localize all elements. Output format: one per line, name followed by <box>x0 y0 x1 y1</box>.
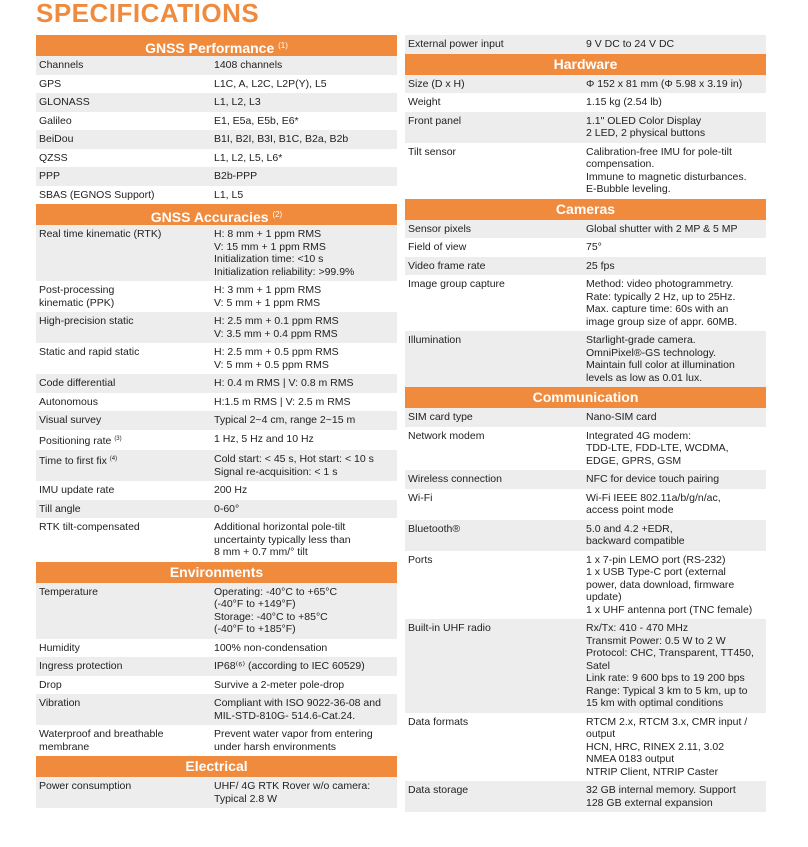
spec-table <box>36 583 397 757</box>
section-heading <box>405 199 766 220</box>
spec-label <box>408 260 586 273</box>
spec-label-text: Illumination <box>408 334 462 346</box>
spec-label-text: Time to first fix <box>39 455 107 467</box>
spec-label <box>39 414 214 427</box>
spec-label-text: Ports <box>408 553 433 566</box>
footnote-marker: (1) <box>278 41 288 50</box>
spec-label-text: Static and rapid static <box>39 346 140 358</box>
spec-label-text: Galileo <box>39 114 72 127</box>
spec-row <box>405 257 766 276</box>
spec-row <box>405 781 766 812</box>
spec-value: Typical 2~4 cm, range 2~15 m <box>214 414 356 426</box>
spec-label <box>39 115 214 128</box>
spec-value: Calibration-free IMU for pole-tilt compensation. Immune to magnetic disturbances. E-Bubble leveling. <box>586 145 747 195</box>
spec-value: 5.0 and 4.2 +EDR, backward compatible <box>586 522 685 547</box>
spec-label <box>39 586 214 636</box>
spec-label <box>408 716 586 779</box>
spec-label <box>39 503 214 516</box>
spec-label <box>408 622 586 710</box>
spec-value: Φ 152 x 81 mm (Φ 5.98 x 3.19 in) <box>586 77 743 90</box>
spec-label <box>39 315 214 340</box>
spec-value: 32 GB internal memory. Support 128 GB external expansion <box>586 784 736 809</box>
spec-label-text: Video frame rate <box>408 259 486 272</box>
spec-label <box>39 453 214 478</box>
spec-label-text: Till angle <box>39 502 81 515</box>
spec-label <box>408 492 586 517</box>
spec-label-text: Positioning rate <box>39 434 112 447</box>
spec-label-text: Power consumption <box>39 780 132 792</box>
spec-row <box>36 167 397 186</box>
spec-label-text: IMU update rate <box>39 484 115 496</box>
spec-value: 100% non-condensation <box>214 641 328 654</box>
spec-label-text: External power input <box>408 38 504 50</box>
section-heading-label: Electrical <box>185 758 248 774</box>
spec-value: Wi-Fi IEEE 802.11a/b/g/n/ac, access point mode <box>586 491 721 516</box>
spec-label-text: Visual survey <box>39 414 102 426</box>
spec-value: 1408 channels <box>214 59 283 71</box>
spec-row <box>405 470 766 489</box>
spec-value: 75° <box>586 241 602 253</box>
spec-value: Additional horizontal pole-tilt uncertainty typically less than 8 mm + 0.7 mm/° tilt <box>214 521 351 558</box>
section-heading-label: GNSS Accuracies <box>150 209 269 225</box>
spec-label <box>39 96 214 109</box>
section-gnss-accuracies <box>36 204 397 562</box>
spec-row <box>405 520 766 551</box>
spec-label <box>39 728 214 753</box>
section-continued <box>405 35 766 54</box>
section-hardware <box>405 54 766 199</box>
spec-label-text: GPS <box>39 77 62 90</box>
spec-row <box>36 583 397 639</box>
section-communication <box>405 387 766 812</box>
section-heading-label: Cameras <box>555 200 616 217</box>
spec-value: 1 Hz, 5 Hz and 10 Hz <box>214 432 314 445</box>
section-heading-label: Communication <box>532 389 639 405</box>
spec-label-text: Field of view <box>408 241 467 253</box>
spec-table <box>405 35 766 54</box>
spec-row <box>36 777 397 808</box>
spec-label <box>408 115 586 140</box>
spec-row <box>36 639 397 658</box>
spec-label-text: Code differential <box>39 377 116 389</box>
spec-label <box>39 189 214 202</box>
spec-label-text: Wi-Fi <box>408 491 433 504</box>
spec-value: E1, E5a, E5b, E6* <box>214 114 299 127</box>
spec-row <box>36 725 397 756</box>
spec-value: UHF/ 4G RTK Rover w/o camera: Typical 2.8 W <box>214 780 371 805</box>
spec-label-text: Channels <box>39 59 84 71</box>
spec-row <box>36 481 397 500</box>
spec-label-text: Bluetooth® <box>408 522 461 535</box>
spec-row <box>405 112 766 143</box>
spec-row <box>36 186 397 205</box>
spec-label-text: Drop <box>39 678 62 691</box>
spec-label <box>39 377 214 390</box>
spec-value: NFC for device touch pairing <box>586 473 720 485</box>
spec-label <box>408 430 586 468</box>
spec-label <box>408 278 586 328</box>
spec-label-text: Data storage <box>408 784 469 796</box>
left-column <box>36 35 397 808</box>
spec-value: Starlight-grade camera. OmniPixel®-GS technology. Maintain full color at illumination levels as low as 0.01 lux. <box>586 334 735 384</box>
spec-value: 1.1" OLED Color Display 2 LED, 2 physical buttons <box>586 114 706 139</box>
spec-value: H: 0.4 m RMS | V: 0.8 m RMS <box>214 377 354 389</box>
spec-row <box>405 35 766 54</box>
spec-value: L1, L2, L3 <box>214 96 261 108</box>
spec-row <box>36 56 397 75</box>
spec-label-text: Real time kinematic (RTK) <box>39 228 162 240</box>
spec-label-text: Temperature <box>39 585 98 598</box>
section-heading <box>405 54 766 75</box>
section-heading-label: Hardware <box>553 55 618 72</box>
spec-row <box>405 619 766 713</box>
spec-row <box>36 393 397 412</box>
section-heading-label: GNSS Performance <box>145 40 275 56</box>
spec-value: H: 2.5 mm + 0.1 ppm RMS V: 3.5 mm + 0.4 ppm RMS <box>214 315 339 340</box>
spec-row <box>36 312 397 343</box>
spec-label-text: Weight <box>408 96 441 108</box>
spec-label <box>39 133 214 146</box>
spec-label <box>39 152 214 165</box>
spec-label <box>39 780 214 805</box>
section-environments <box>36 562 397 757</box>
spec-label <box>39 521 214 559</box>
spec-value: B2b-PPP <box>214 170 258 182</box>
spec-label-text: Autonomous <box>39 395 98 408</box>
spec-row <box>36 112 397 131</box>
footnote-marker: (3) <box>114 435 122 442</box>
spec-value: IP68⁽⁶⁾ (according to IEC 60529) <box>214 660 365 672</box>
spec-row <box>405 489 766 520</box>
spec-table <box>36 777 397 808</box>
spec-label-text: Image group capture <box>408 278 505 290</box>
section-cameras <box>405 199 766 388</box>
spec-label-text: SBAS (EGNOS Support) <box>39 188 155 201</box>
right-column <box>405 35 766 812</box>
spec-row <box>36 430 397 451</box>
spec-value: Method: video photogrammetry. Rate: typically 2 Hz, up to 25Hz. Max. capture time: 60s with an image group size of appr. 60MB. <box>586 278 738 328</box>
spec-label <box>408 334 586 384</box>
spec-label <box>408 523 586 548</box>
spec-label-text: Network modem <box>408 429 485 442</box>
spec-label-text: Ingress protection <box>39 660 123 672</box>
spec-row <box>36 374 397 393</box>
spec-row <box>36 75 397 94</box>
spec-label <box>39 660 214 673</box>
spec-value: Compliant with ISO 9022-36-08 and MIL-STD-810G- 514.6-Cat.24. <box>214 697 381 722</box>
spec-value: L1C, A, L2C, L2P(Y), L5 <box>214 77 327 90</box>
spec-label-text: Data formats <box>408 715 469 728</box>
spec-label-text: Post-processing kinematic (PPK) <box>39 284 115 309</box>
spec-label <box>408 96 586 109</box>
spec-label-text: Wireless connection <box>408 473 502 485</box>
spec-value: 1 x 7-pin LEMO port (RS-232) 1 x USB Type-C port (external power, data download, firmware update) 1 x UHF antenna port (TNC female) <box>586 553 753 616</box>
spec-label <box>408 411 586 424</box>
spec-value: 9 V DC to 24 V DC <box>586 38 675 50</box>
spec-label <box>39 170 214 183</box>
spec-value: 0-60° <box>214 502 240 515</box>
spec-label <box>39 679 214 692</box>
spec-label-text: Tilt sensor <box>408 145 457 158</box>
spec-value: Global shutter with 2 MP & 5 MP <box>586 222 738 235</box>
spec-row <box>36 149 397 168</box>
spec-row <box>405 93 766 112</box>
spec-row <box>405 551 766 620</box>
spec-row <box>405 408 766 427</box>
spec-row <box>36 518 397 562</box>
spec-value: Integrated 4G modem: TDD-LTE, FDD-LTE, WCDMA, EDGE, GPRS, GSM <box>586 429 729 467</box>
spec-label-text: BeiDou <box>39 133 74 145</box>
section-gnss-performance <box>36 35 397 204</box>
spec-row <box>36 694 397 725</box>
spec-value: H: 2.5 mm + 0.5 ppm RMS V: 5 mm + 0.5 ppm RMS <box>214 346 339 371</box>
spec-row <box>405 143 766 199</box>
spec-label-text: Front panel <box>408 114 462 127</box>
spec-label <box>39 78 214 91</box>
spec-label <box>39 228 214 278</box>
spec-label <box>39 346 214 371</box>
footnote-marker: (4) <box>109 456 118 462</box>
section-heading <box>405 387 766 408</box>
spec-table <box>36 225 397 562</box>
spec-label-text: Size (D x H) <box>408 77 465 90</box>
spec-label <box>408 38 586 51</box>
spec-label <box>408 78 586 91</box>
spec-row <box>405 275 766 331</box>
spec-row <box>36 343 397 374</box>
spec-row <box>36 93 397 112</box>
spec-label-text: Vibration <box>39 697 81 709</box>
spec-row <box>36 411 397 430</box>
spec-value: Nano-SIM card <box>586 411 657 423</box>
spec-row <box>405 331 766 387</box>
spec-row <box>36 657 397 676</box>
spec-label <box>408 241 586 254</box>
spec-label-text: High-precision static <box>39 315 134 327</box>
spec-row <box>36 281 397 312</box>
spec-label <box>39 284 214 309</box>
spec-label <box>39 396 214 409</box>
spec-row <box>36 676 397 695</box>
spec-value: Operating: -40°C to +65°C (-40°F to +149°F) Storage: -40°C to +85°C (-40°F to +185°F) <box>214 585 338 635</box>
spec-table <box>36 56 397 204</box>
spec-value: H: 8 mm + 1 ppm RMS V: 15 mm + 1 ppm RMS Initialization time: <10 s Initialization reliability: >99.9% <box>214 228 355 278</box>
spec-label <box>408 146 586 196</box>
spec-label <box>39 697 214 722</box>
spec-value: Cold start: < 45 s, Hot start: < 10 s Signal re-acquisition: < 1 s <box>214 453 374 478</box>
spec-label-text: Humidity <box>39 641 80 654</box>
page-title: SPECIFICATIONS <box>36 0 260 28</box>
spec-row <box>405 75 766 94</box>
spec-label <box>408 554 586 617</box>
spec-row <box>405 713 766 782</box>
spec-table <box>405 220 766 388</box>
spec-label <box>39 59 214 72</box>
footnote-marker: (2) <box>272 210 283 219</box>
spec-table <box>405 408 766 812</box>
spec-label-text: GLONASS <box>39 96 90 108</box>
spec-value: 200 Hz <box>214 484 248 496</box>
spec-value: B1I, B2I, B3I, B1C, B2a, B2b <box>214 133 349 145</box>
spec-row <box>36 225 397 281</box>
spec-row <box>405 238 766 257</box>
section-heading <box>36 756 397 777</box>
section-heading <box>36 562 397 583</box>
spec-label <box>408 223 586 236</box>
spec-label <box>408 473 586 486</box>
spec-label <box>408 784 586 809</box>
spec-label-text: SIM card type <box>408 411 473 423</box>
spec-value: Prevent water vapor from entering under harsh environments <box>214 728 373 753</box>
spec-label-text: Built-in UHF radio <box>408 622 491 634</box>
section-heading <box>36 204 397 225</box>
spec-value: RTCM 2.x, RTCM 3.x, CMR input / output HCN, HRC, RINEX 2.11, 3.02 NMEA 0183 output NTRIP Client, NTRIP Caster <box>586 715 748 778</box>
spec-row <box>405 427 766 471</box>
spec-label-text: Sensor pixels <box>408 222 472 235</box>
section-heading <box>36 35 397 56</box>
spec-label <box>39 433 214 448</box>
spec-row <box>36 450 397 481</box>
spec-value: Rx/Tx: 410 - 470 MHz Transmit Power: 0.5 W to 2 W Protocol: CHC, Transparent, TT450, Satel Link rate: 9 600 bps to 19 200 bps Range: Typical 3 km to 5 km, up to 15 km with optimal conditions <box>586 622 754 709</box>
spec-row <box>36 500 397 519</box>
spec-table <box>405 75 766 199</box>
spec-label-text: RTK tilt-compensated <box>39 521 140 533</box>
spec-row <box>36 130 397 149</box>
spec-value: 1.15 kg (2.54 lb) <box>586 96 662 108</box>
spec-label <box>39 484 214 497</box>
section-heading-label: Environments <box>169 563 264 580</box>
spec-value: H: 3 mm + 1 ppm RMS V: 5 mm + 1 ppm RMS <box>214 284 322 309</box>
spec-value: 25 fps <box>586 259 615 272</box>
spec-label-text: Waterproof and breathable membrane <box>39 728 164 753</box>
spec-label-text: QZSS <box>39 151 68 164</box>
spec-value: L1, L5 <box>214 188 244 201</box>
spec-label-text: PPP <box>39 170 61 182</box>
spec-value: H:1.5 m RMS | V: 2.5 m RMS <box>214 395 351 408</box>
spec-row <box>405 220 766 239</box>
spec-value: L1, L2, L5, L6* <box>214 151 283 164</box>
section-electrical <box>36 756 397 808</box>
spec-value: Survive a 2-meter pole-drop <box>214 678 345 691</box>
spec-label <box>39 642 214 655</box>
